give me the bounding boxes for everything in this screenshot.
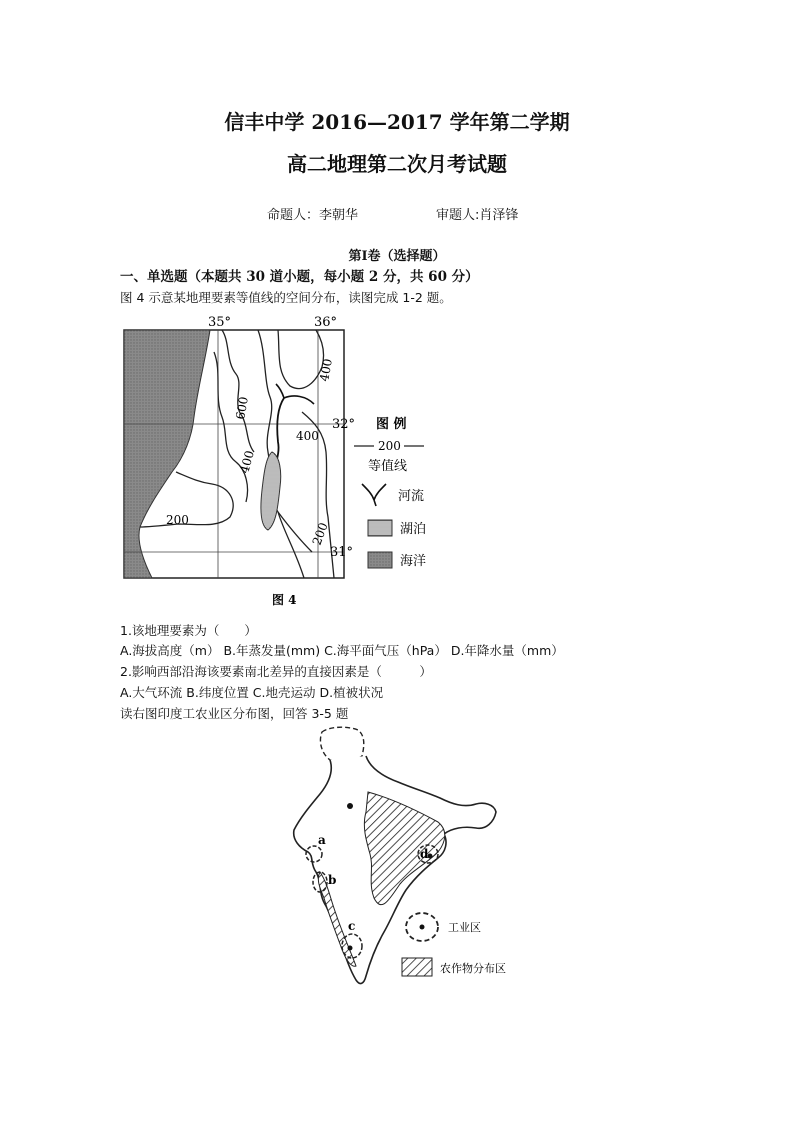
figure-caption: 图 4: [272, 593, 297, 607]
lon-label-35: 35°: [208, 315, 232, 330]
legend-contour-value: 200: [378, 439, 401, 453]
ocean-swatch-icon: [368, 552, 392, 568]
india-map: [270, 722, 560, 1012]
exam-title: 信丰中学 2016—2017 学年第二学期: [224, 110, 570, 134]
map-label-c: c: [348, 919, 356, 933]
intro-text-2: 读右图印度工农业区分布图，回答 3-5 题: [120, 706, 349, 721]
lon-label-36: 36°: [314, 315, 338, 330]
map-label-b: b: [328, 873, 337, 887]
river-icon: [362, 484, 386, 506]
legend-river-label: 河流: [398, 489, 425, 504]
legend-industrial-label: 工业区: [448, 921, 481, 934]
legend-title: 图 例: [376, 417, 407, 432]
contour-label-400-mid: 400: [296, 429, 319, 443]
legend-lake-label: 湖泊: [400, 522, 427, 537]
question-2-options: A.大气环流 B.纬度位置 C.地壳运动 D.植被状况: [120, 685, 384, 700]
lake-swatch-icon: [368, 520, 392, 536]
legend-contour-label: 等值线: [368, 459, 408, 474]
volume-title: 第Ⅰ卷（选择题）: [348, 249, 446, 264]
agri-zone-icon: [402, 958, 432, 976]
lat-label-32: 32°: [332, 417, 356, 432]
contour-label-200-left: 200: [166, 513, 189, 527]
question-1-options: A.海拔高度（m） B.年蒸发量(mm) C.海平面气压（hPa） D.年降水量（mm）: [120, 643, 564, 658]
section-heading: 一、单选题（本题共 30 道小题，每小题 2 分，共 60 分）: [120, 269, 479, 285]
reviewer: 审题人:肖泽锋: [436, 208, 519, 223]
intro-text: 图 4 示意某地理要素等值线的空间分布，读图完成 1-2 题。: [120, 290, 452, 305]
legend-agri-label: 农作物分布区: [440, 962, 506, 975]
contour-label-400-top: 400: [317, 357, 335, 383]
contour-label-600: 600: [233, 395, 251, 421]
lat-label-31: 31°: [330, 545, 354, 560]
map-label-d: d: [420, 847, 429, 861]
figure-4-map: [118, 312, 448, 612]
contour-label-200-right: 200: [309, 520, 331, 548]
author: 命题人：李朝华: [267, 208, 359, 223]
map-label-a: a: [318, 833, 326, 847]
question-1: 1.该地理要素为（ ）: [120, 623, 257, 638]
question-2: 2.影响西部沿海该要素南北差异的直接因素是（ ）: [120, 664, 432, 679]
contour-label-400-left: 400: [237, 449, 257, 475]
exam-subtitle: 高二地理第二次月考试题: [287, 152, 507, 176]
legend-ocean-label: 海洋: [400, 554, 427, 569]
